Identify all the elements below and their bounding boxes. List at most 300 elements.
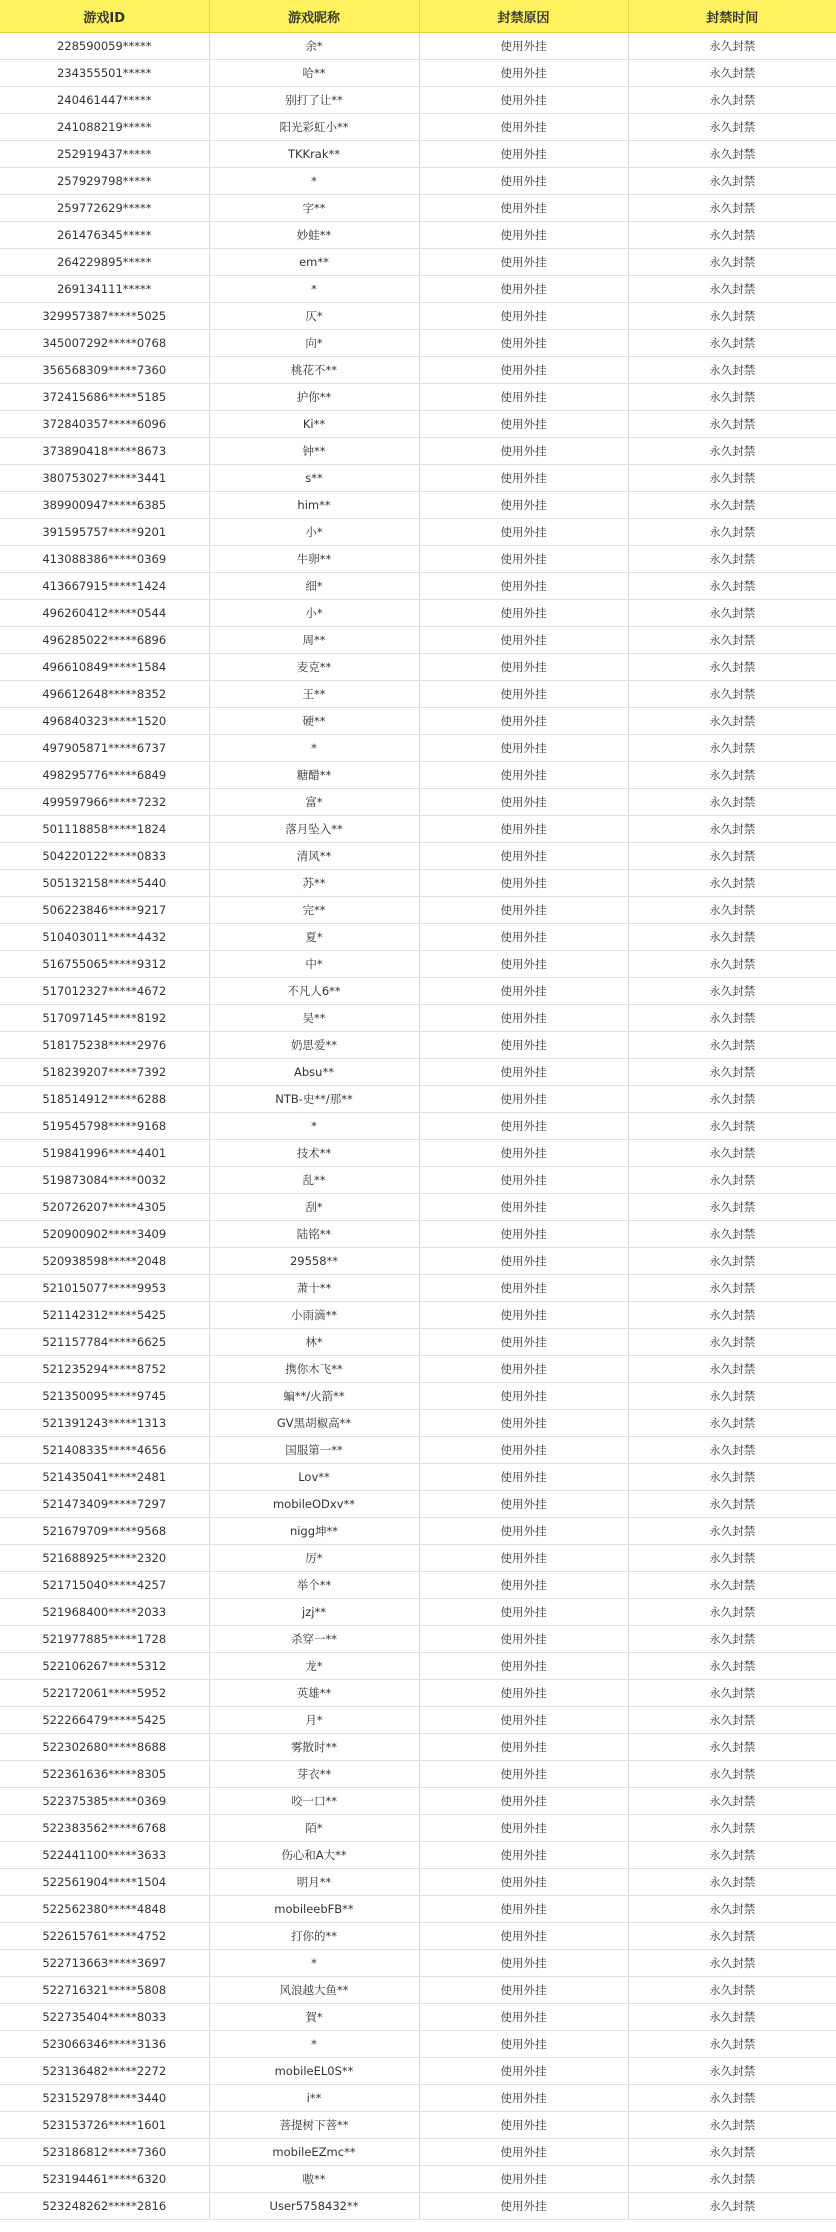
nickname-cell: 国服第一** xyxy=(209,1437,419,1464)
ban-reason-cell: 使用外挂 xyxy=(419,1734,628,1761)
nickname-cell: 中* xyxy=(209,951,419,978)
table-row xyxy=(0,87,836,114)
nickname-cell: * xyxy=(209,1950,419,1977)
nickname-cell: 萧十** xyxy=(209,1275,419,1302)
table-row xyxy=(0,249,836,276)
game-id-cell: 510403011*****4432 xyxy=(0,924,209,951)
game-id-cell: 518239207*****7392 xyxy=(0,1059,209,1086)
game-id-cell: 496610849*****1584 xyxy=(0,654,209,681)
table-row xyxy=(0,1410,836,1437)
ban-duration-cell: 永久封禁 xyxy=(628,438,836,465)
nickname-cell: 落月坠入** xyxy=(209,816,419,843)
ban-reason-cell: 使用外挂 xyxy=(419,2166,628,2193)
ban-duration-cell: 永久封禁 xyxy=(628,2112,836,2139)
nickname-cell: 蝙**/火箭** xyxy=(209,1383,419,1410)
table-row xyxy=(0,465,836,492)
game-id-cell: 501118858*****1824 xyxy=(0,816,209,843)
table-row xyxy=(0,1275,836,1302)
ban-duration-cell: 永久封禁 xyxy=(628,951,836,978)
nickname-cell: 厉* xyxy=(209,1545,419,1572)
ban-reason-cell: 使用外挂 xyxy=(419,2139,628,2166)
ban-duration-cell: 永久封禁 xyxy=(628,87,836,114)
table-row xyxy=(0,1950,836,1977)
ban-reason-cell: 使用外挂 xyxy=(419,1572,628,1599)
nickname-cell: jzj** xyxy=(209,1599,419,1626)
ban-duration-cell: 永久封禁 xyxy=(628,897,836,924)
table-row xyxy=(0,1302,836,1329)
ban-reason-cell: 使用外挂 xyxy=(419,1005,628,1032)
game-id-cell: 521391243*****1313 xyxy=(0,1410,209,1437)
ban-duration-cell: 永久封禁 xyxy=(628,1275,836,1302)
table-row xyxy=(0,1491,836,1518)
table-row xyxy=(0,1869,836,1896)
ban-reason-cell: 使用外挂 xyxy=(419,1896,628,1923)
ban-reason-cell: 使用外挂 xyxy=(419,303,628,330)
table-row xyxy=(0,60,836,87)
nickname-cell: 富* xyxy=(209,789,419,816)
game-id-cell: 521015077*****9953 xyxy=(0,1275,209,1302)
table-row xyxy=(0,1761,836,1788)
ban-duration-cell: 永久封禁 xyxy=(628,2085,836,2112)
table-row xyxy=(0,1167,836,1194)
ban-reason-cell: 使用外挂 xyxy=(419,1815,628,1842)
nickname-cell: 林* xyxy=(209,1329,419,1356)
ban-reason-cell: 使用外挂 xyxy=(419,114,628,141)
game-id-cell: 517012327*****4672 xyxy=(0,978,209,1005)
ban-duration-cell: 永久封禁 xyxy=(628,816,836,843)
nickname-cell: 阳光彩虹小** xyxy=(209,114,419,141)
game-id-cell: 522615761*****4752 xyxy=(0,1923,209,1950)
ban-duration-cell: 永久封禁 xyxy=(628,843,836,870)
table-row xyxy=(0,1626,836,1653)
table-row xyxy=(0,1923,836,1950)
table-row xyxy=(0,1572,836,1599)
table-row xyxy=(0,924,836,951)
ban-reason-cell: 使用外挂 xyxy=(419,2085,628,2112)
table-row xyxy=(0,330,836,357)
nickname-cell: 月* xyxy=(209,1707,419,1734)
table-row xyxy=(0,951,836,978)
table-row xyxy=(0,195,836,222)
ban-duration-cell: 永久封禁 xyxy=(628,1734,836,1761)
game-id-cell: 522561904*****1504 xyxy=(0,1869,209,1896)
table-row xyxy=(0,1680,836,1707)
game-id-cell: 519545798*****9168 xyxy=(0,1113,209,1140)
nickname-cell: 雾散时** xyxy=(209,1734,419,1761)
table-header xyxy=(0,0,836,33)
game-id-cell: 413667915*****1424 xyxy=(0,573,209,600)
ban-duration-cell: 永久封禁 xyxy=(628,1680,836,1707)
nickname-cell: mobileEZmc** xyxy=(209,2139,419,2166)
nickname-cell: 奶思爱** xyxy=(209,1032,419,1059)
nickname-cell: 别打了让** xyxy=(209,87,419,114)
game-id-cell: 522383562*****6768 xyxy=(0,1815,209,1842)
nickname-cell: 向* xyxy=(209,330,419,357)
ban-duration-cell: 永久封禁 xyxy=(628,1977,836,2004)
ban-reason-cell: 使用外挂 xyxy=(419,1761,628,1788)
game-id-cell: 522716321*****5808 xyxy=(0,1977,209,2004)
game-id-cell: 521235294*****8752 xyxy=(0,1356,209,1383)
nickname-cell: NTB-史**/那** xyxy=(209,1086,419,1113)
ban-reason-cell: 使用外挂 xyxy=(419,2004,628,2031)
ban-duration-cell: 永久封禁 xyxy=(628,1437,836,1464)
table-row xyxy=(0,573,836,600)
game-id-cell: 496285022*****6896 xyxy=(0,627,209,654)
ban-duration-cell: 永久封禁 xyxy=(628,1599,836,1626)
ban-reason-cell: 使用外挂 xyxy=(419,519,628,546)
table-row xyxy=(0,357,836,384)
header-ban-reason: 封禁原因 xyxy=(419,0,628,33)
game-id-cell: 413088386*****0369 xyxy=(0,546,209,573)
nickname-cell: Absu** xyxy=(209,1059,419,1086)
ban-duration-cell: 永久封禁 xyxy=(628,1032,836,1059)
ban-duration-cell: 永久封禁 xyxy=(628,627,836,654)
ban-duration-cell: 永久封禁 xyxy=(628,1896,836,1923)
nickname-cell: 技术** xyxy=(209,1140,419,1167)
ban-duration-cell: 永久封禁 xyxy=(628,222,836,249)
ban-reason-cell: 使用外挂 xyxy=(419,762,628,789)
game-id-cell: 523136482*****2272 xyxy=(0,2058,209,2085)
ban-duration-cell: 永久封禁 xyxy=(628,762,836,789)
nickname-cell: 细* xyxy=(209,573,419,600)
table-row xyxy=(0,1896,836,1923)
nickname-cell: 仄* xyxy=(209,303,419,330)
ban-duration-cell: 永久封禁 xyxy=(628,924,836,951)
game-id-cell: 516755065*****9312 xyxy=(0,951,209,978)
table-row xyxy=(0,303,836,330)
game-id-cell: 520938598*****2048 xyxy=(0,1248,209,1275)
ban-reason-cell: 使用外挂 xyxy=(419,951,628,978)
nickname-cell: 苏** xyxy=(209,870,419,897)
table-row xyxy=(0,1248,836,1275)
table-row xyxy=(0,1842,836,1869)
game-id-cell: 345007292*****0768 xyxy=(0,330,209,357)
nickname-cell: 29558** xyxy=(209,1248,419,1275)
game-id-cell: 521473409*****7297 xyxy=(0,1491,209,1518)
nickname-cell: 英雄** xyxy=(209,1680,419,1707)
ban-duration-cell: 永久封禁 xyxy=(628,1518,836,1545)
game-id-cell: 373890418*****8673 xyxy=(0,438,209,465)
game-id-cell: 505132158*****5440 xyxy=(0,870,209,897)
game-id-cell: 498295776*****6849 xyxy=(0,762,209,789)
ban-duration-cell: 永久封禁 xyxy=(628,114,836,141)
ban-duration-cell: 永久封禁 xyxy=(628,168,836,195)
ban-reason-cell: 使用外挂 xyxy=(419,1545,628,1572)
ban-reason-cell: 使用外挂 xyxy=(419,1221,628,1248)
ban-duration-cell: 永久封禁 xyxy=(628,1194,836,1221)
ban-duration-cell: 永久封禁 xyxy=(628,1788,836,1815)
nickname-cell: him** xyxy=(209,492,419,519)
ban-reason-cell: 使用外挂 xyxy=(419,1248,628,1275)
ban-duration-cell: 永久封禁 xyxy=(628,1545,836,1572)
ban-duration-cell: 永久封禁 xyxy=(628,1572,836,1599)
ban-duration-cell: 永久封禁 xyxy=(628,249,836,276)
game-id-cell: 521715040*****4257 xyxy=(0,1572,209,1599)
ban-duration-cell: 永久封禁 xyxy=(628,1491,836,1518)
ban-reason-cell: 使用外挂 xyxy=(419,1464,628,1491)
ban-reason-cell: 使用外挂 xyxy=(419,1626,628,1653)
game-id-cell: 523152978*****3440 xyxy=(0,2085,209,2112)
table-row xyxy=(0,33,836,60)
ban-reason-cell: 使用外挂 xyxy=(419,1599,628,1626)
nickname-cell: 不凡人6** xyxy=(209,978,419,1005)
table-row xyxy=(0,1329,836,1356)
game-id-cell: 329957387*****5025 xyxy=(0,303,209,330)
ban-reason-cell: 使用外挂 xyxy=(419,1167,628,1194)
ban-duration-cell: 永久封禁 xyxy=(628,411,836,438)
nickname-cell: TKKrak** xyxy=(209,141,419,168)
table-row xyxy=(0,654,836,681)
table-row xyxy=(0,789,836,816)
nickname-cell: 杀穿一** xyxy=(209,1626,419,1653)
nickname-cell: * xyxy=(209,2031,419,2058)
ban-duration-cell: 永久封禁 xyxy=(628,1140,836,1167)
ban-reason-cell: 使用外挂 xyxy=(419,1383,628,1410)
ban-reason-cell: 使用外挂 xyxy=(419,2058,628,2085)
game-id-cell: 259772629***** xyxy=(0,195,209,222)
nickname-cell: 陆铭** xyxy=(209,1221,419,1248)
game-id-cell: 521157784*****6625 xyxy=(0,1329,209,1356)
ban-duration-cell: 永久封禁 xyxy=(628,1815,836,1842)
ban-reason-cell: 使用外挂 xyxy=(419,1680,628,1707)
ban-duration-cell: 永久封禁 xyxy=(628,465,836,492)
table-row xyxy=(0,978,836,1005)
game-id-cell: 496612648*****8352 xyxy=(0,681,209,708)
ban-duration-cell: 永久封禁 xyxy=(628,1410,836,1437)
game-id-cell: 497905871*****6737 xyxy=(0,735,209,762)
ban-reason-cell: 使用外挂 xyxy=(419,1356,628,1383)
ban-reason-cell: 使用外挂 xyxy=(419,60,628,87)
ban-reason-cell: 使用外挂 xyxy=(419,87,628,114)
ban-duration-cell: 永久封禁 xyxy=(628,2166,836,2193)
table-row xyxy=(0,2031,836,2058)
ban-duration-cell: 永久封禁 xyxy=(628,1086,836,1113)
ban-reason-cell: 使用外挂 xyxy=(419,141,628,168)
game-id-cell: 521408335*****4656 xyxy=(0,1437,209,1464)
game-id-cell: 522735404*****8033 xyxy=(0,2004,209,2031)
ban-reason-cell: 使用外挂 xyxy=(419,1437,628,1464)
ban-duration-cell: 永久封禁 xyxy=(628,600,836,627)
table-row xyxy=(0,1221,836,1248)
game-id-cell: 523186812*****7360 xyxy=(0,2139,209,2166)
game-id-cell: 257929798***** xyxy=(0,168,209,195)
ban-duration-cell: 永久封禁 xyxy=(628,141,836,168)
ban-duration-cell: 永久封禁 xyxy=(628,681,836,708)
nickname-cell: 嗷** xyxy=(209,2166,419,2193)
header-game-id: 游戏ID xyxy=(0,0,209,33)
table-row xyxy=(0,2193,836,2220)
game-id-cell: 521142312*****5425 xyxy=(0,1302,209,1329)
ban-reason-cell: 使用外挂 xyxy=(419,870,628,897)
ban-duration-cell: 永久封禁 xyxy=(628,1356,836,1383)
ban-duration-cell: 永久封禁 xyxy=(628,573,836,600)
ban-reason-cell: 使用外挂 xyxy=(419,1869,628,1896)
game-id-cell: 521977885*****1728 xyxy=(0,1626,209,1653)
ban-duration-cell: 永久封禁 xyxy=(628,2031,836,2058)
ban-reason-cell: 使用外挂 xyxy=(419,573,628,600)
game-id-cell: 264229895***** xyxy=(0,249,209,276)
nickname-cell: 护你** xyxy=(209,384,419,411)
ban-duration-cell: 永久封禁 xyxy=(628,735,836,762)
game-id-cell: 241088219***** xyxy=(0,114,209,141)
table-row xyxy=(0,222,836,249)
ban-duration-cell: 永久封禁 xyxy=(628,978,836,1005)
ban-reason-cell: 使用外挂 xyxy=(419,897,628,924)
table-row xyxy=(0,2139,836,2166)
game-id-cell: 522713663*****3697 xyxy=(0,1950,209,1977)
game-id-cell: 234355501***** xyxy=(0,60,209,87)
game-id-cell: 522106267*****5312 xyxy=(0,1653,209,1680)
game-id-cell: 519841996*****4401 xyxy=(0,1140,209,1167)
ban-duration-cell: 永久封禁 xyxy=(628,1167,836,1194)
nickname-cell: 字** xyxy=(209,195,419,222)
nickname-cell: 龙* xyxy=(209,1653,419,1680)
ban-duration-cell: 永久封禁 xyxy=(628,1950,836,1977)
ban-reason-cell: 使用外挂 xyxy=(419,1950,628,1977)
table-row xyxy=(0,1815,836,1842)
table-row xyxy=(0,735,836,762)
table-row xyxy=(0,1788,836,1815)
ban-reason-cell: 使用外挂 xyxy=(419,1977,628,2004)
table-row xyxy=(0,276,836,303)
nickname-cell: nigg坤** xyxy=(209,1518,419,1545)
table-row xyxy=(0,1113,836,1140)
nickname-cell: * xyxy=(209,1113,419,1140)
game-id-cell: 372840357*****6096 xyxy=(0,411,209,438)
ban-reason-cell: 使用外挂 xyxy=(419,1275,628,1302)
ban-reason-cell: 使用外挂 xyxy=(419,627,628,654)
ban-reason-cell: 使用外挂 xyxy=(419,2193,628,2220)
ban-duration-cell: 永久封禁 xyxy=(628,654,836,681)
table-row xyxy=(0,627,836,654)
game-id-cell: 518175238*****2976 xyxy=(0,1032,209,1059)
nickname-cell: 明月** xyxy=(209,1869,419,1896)
header-ban-duration: 封禁时间 xyxy=(628,0,836,33)
nickname-cell: mobileODxv** xyxy=(209,1491,419,1518)
table-row xyxy=(0,1086,836,1113)
ban-reason-cell: 使用外挂 xyxy=(419,2112,628,2139)
table-row xyxy=(0,1707,836,1734)
ban-reason-cell: 使用外挂 xyxy=(419,816,628,843)
nickname-cell: 小* xyxy=(209,519,419,546)
game-id-cell: 240461447***** xyxy=(0,87,209,114)
ban-duration-cell: 永久封禁 xyxy=(628,870,836,897)
nickname-cell: 完** xyxy=(209,897,419,924)
nickname-cell: 糖醋** xyxy=(209,762,419,789)
table-row xyxy=(0,1059,836,1086)
ban-duration-cell: 永久封禁 xyxy=(628,1869,836,1896)
ban-duration-cell: 永久封禁 xyxy=(628,1113,836,1140)
game-id-cell: 252919437***** xyxy=(0,141,209,168)
ban-reason-cell: 使用外挂 xyxy=(419,1491,628,1518)
nickname-cell: mobileEL0S** xyxy=(209,2058,419,2085)
nickname-cell: 牛卵** xyxy=(209,546,419,573)
table-row xyxy=(0,1464,836,1491)
nickname-cell: 余* xyxy=(209,33,419,60)
nickname-cell: s** xyxy=(209,465,419,492)
nickname-cell: * xyxy=(209,168,419,195)
game-id-cell: 506223846*****9217 xyxy=(0,897,209,924)
nickname-cell: 钟** xyxy=(209,438,419,465)
game-id-cell: 496840323*****1520 xyxy=(0,708,209,735)
table-row xyxy=(0,708,836,735)
ban-reason-cell: 使用外挂 xyxy=(419,168,628,195)
ban-reason-cell: 使用外挂 xyxy=(419,1923,628,1950)
ban-duration-cell: 永久封禁 xyxy=(628,2139,836,2166)
ban-reason-cell: 使用外挂 xyxy=(419,1194,628,1221)
game-id-cell: 380753027*****3441 xyxy=(0,465,209,492)
nickname-cell: 周** xyxy=(209,627,419,654)
ban-reason-cell: 使用外挂 xyxy=(419,249,628,276)
ban-duration-cell: 永久封禁 xyxy=(628,1842,836,1869)
game-id-cell: 356568309*****7360 xyxy=(0,357,209,384)
game-id-cell: 520726207*****4305 xyxy=(0,1194,209,1221)
ban-reason-cell: 使用外挂 xyxy=(419,1788,628,1815)
ban-duration-cell: 永久封禁 xyxy=(628,492,836,519)
ban-reason-cell: 使用外挂 xyxy=(419,1032,628,1059)
ban-reason-cell: 使用外挂 xyxy=(419,600,628,627)
nickname-cell: 乱** xyxy=(209,1167,419,1194)
ban-reason-cell: 使用外挂 xyxy=(419,708,628,735)
ban-duration-cell: 永久封禁 xyxy=(628,384,836,411)
ban-reason-cell: 使用外挂 xyxy=(419,465,628,492)
ban-duration-cell: 永久封禁 xyxy=(628,1302,836,1329)
ban-duration-cell: 永久封禁 xyxy=(628,1248,836,1275)
game-id-cell: 523194461*****6320 xyxy=(0,2166,209,2193)
nickname-cell: User5758432** xyxy=(209,2193,419,2220)
game-id-cell: 522361636*****8305 xyxy=(0,1761,209,1788)
ban-duration-cell: 永久封禁 xyxy=(628,276,836,303)
game-id-cell: 521968400*****2033 xyxy=(0,1599,209,1626)
table-row xyxy=(0,1005,836,1032)
game-id-cell: 389900947*****6385 xyxy=(0,492,209,519)
ban-duration-cell: 永久封禁 xyxy=(628,789,836,816)
ban-reason-cell: 使用外挂 xyxy=(419,411,628,438)
nickname-cell: 王** xyxy=(209,681,419,708)
table-row xyxy=(0,1518,836,1545)
ban-reason-cell: 使用外挂 xyxy=(419,654,628,681)
nickname-cell: * xyxy=(209,735,419,762)
ban-reason-cell: 使用外挂 xyxy=(419,978,628,1005)
ban-reason-cell: 使用外挂 xyxy=(419,1302,628,1329)
table-row xyxy=(0,897,836,924)
header-row xyxy=(0,0,836,33)
ban-reason-cell: 使用外挂 xyxy=(419,924,628,951)
nickname-cell: 哈** xyxy=(209,60,419,87)
nickname-cell: 举个** xyxy=(209,1572,419,1599)
ban-reason-cell: 使用外挂 xyxy=(419,384,628,411)
table-row xyxy=(0,546,836,573)
nickname-cell: 硬** xyxy=(209,708,419,735)
nickname-cell: 小* xyxy=(209,600,419,627)
ban-duration-cell: 永久封禁 xyxy=(628,1005,836,1032)
table-row xyxy=(0,1545,836,1572)
table-row xyxy=(0,1383,836,1410)
table-row xyxy=(0,1437,836,1464)
ban-duration-cell: 永久封禁 xyxy=(628,2058,836,2085)
ban-duration-cell: 永久封禁 xyxy=(628,1221,836,1248)
header-game-nickname: 游戏昵称 xyxy=(209,0,419,33)
table-row xyxy=(0,1599,836,1626)
ban-duration-cell: 永久封禁 xyxy=(628,303,836,330)
nickname-cell: em** xyxy=(209,249,419,276)
ban-reason-cell: 使用外挂 xyxy=(419,357,628,384)
table-row xyxy=(0,2166,836,2193)
table-row xyxy=(0,1734,836,1761)
ban-duration-cell: 永久封禁 xyxy=(628,1761,836,1788)
table-row xyxy=(0,2004,836,2031)
ban-duration-cell: 永久封禁 xyxy=(628,330,836,357)
